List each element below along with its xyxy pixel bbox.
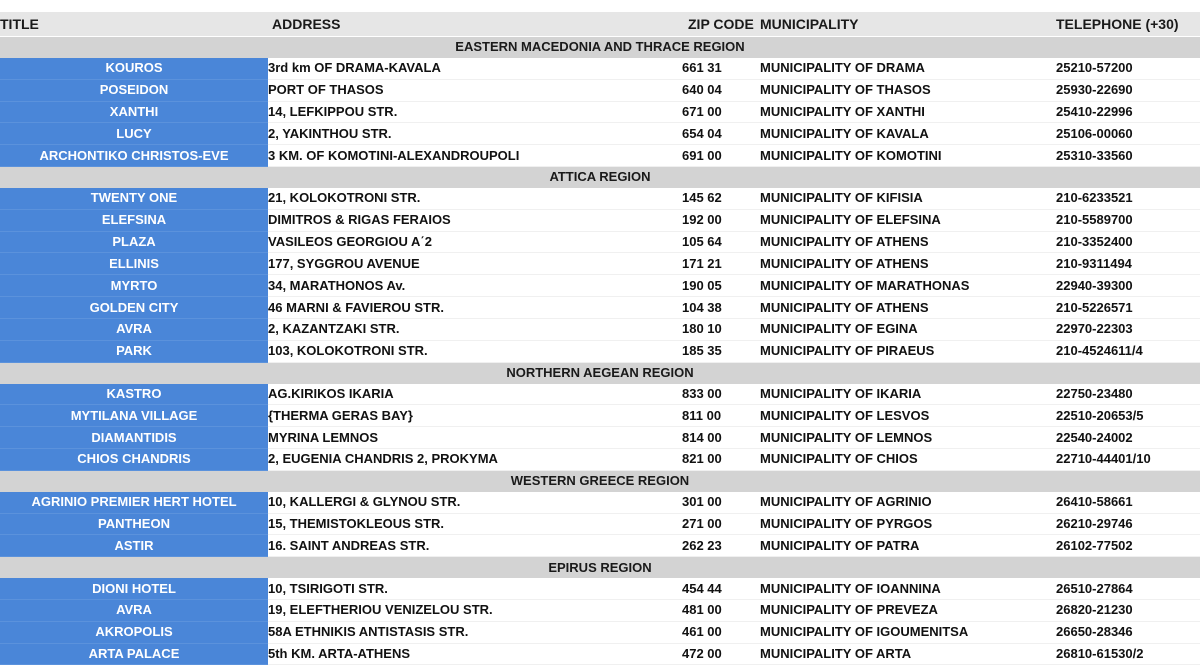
hotel-telephone: 210-5589700: [1056, 209, 1200, 231]
hotel-title: AGRINIO PREMIER HERT HOTEL: [0, 492, 268, 513]
region-name: NORTHERN AEGEAN REGION: [0, 362, 1200, 383]
hotel-title: MYTILANA VILLAGE: [0, 405, 268, 427]
region-header-row: [0, 557, 1200, 578]
hotel-zip: 472 00: [682, 643, 760, 665]
hotel-title: ASTIR: [0, 535, 268, 557]
hotel-address: 2, YAKINTHOU STR.: [268, 123, 682, 145]
hotel-municipality: MUNICIPALITY OF KOMOTINI: [760, 145, 1056, 167]
hotel-zip: 271 00: [682, 513, 760, 535]
hotel-zip: 640 04: [682, 79, 760, 101]
hotel-municipality: MUNICIPALITY OF PYRGOS: [760, 513, 1056, 535]
hotel-municipality: MUNICIPALITY OF LEMNOS: [760, 427, 1056, 449]
table-row: [0, 123, 1200, 145]
table-row: [0, 427, 1200, 449]
region-header-row: [0, 37, 1200, 58]
table-row: [0, 340, 1200, 362]
hotel-municipality: MUNICIPALITY OF KIFISIA: [760, 188, 1056, 209]
hotel-title: GOLDEN CITY: [0, 297, 268, 319]
hotel-address: 15, THEMISTOKLEOUS STR.: [268, 513, 682, 535]
hotel-telephone: 210-5226571: [1056, 297, 1200, 319]
hotel-telephone: 22540-24002: [1056, 427, 1200, 449]
hotel-municipality: MUNICIPALITY OF ARTA: [760, 643, 1056, 665]
hotel-municipality: MUNICIPALITY OF AGRINIO: [760, 492, 1056, 513]
hotel-telephone: 25210-57200: [1056, 58, 1200, 79]
hotel-address: 3rd km OF DRAMA-KAVALA: [268, 58, 682, 79]
header-telephone: TELEPHONE (+30): [1056, 12, 1200, 37]
hotel-address: 103, KOLOKOTRONI STR.: [268, 340, 682, 362]
table-row: [0, 79, 1200, 101]
table-row: [0, 275, 1200, 297]
hotel-address: 14, LEFKIPPOU STR.: [268, 101, 682, 123]
region-name: EPIRUS REGION: [0, 557, 1200, 578]
hotel-address: 46 MARNI & FAVIEROU STR.: [268, 297, 682, 319]
hotel-title: LUCY: [0, 123, 268, 145]
region-name: EASTERN MACEDONIA AND THRACE REGION: [0, 37, 1200, 58]
region-header-row: [0, 362, 1200, 383]
hotel-address: 19, ELEFTHERIOU VENIZELOU STR.: [268, 599, 682, 621]
hotel-municipality: MUNICIPALITY OF ATHENS: [760, 297, 1056, 319]
hotel-telephone: 26810-61530/2: [1056, 643, 1200, 665]
table-row: [0, 578, 1200, 599]
hotel-telephone: 22970-22303: [1056, 318, 1200, 340]
hotel-municipality: MUNICIPALITY OF IGOUMENITSA: [760, 621, 1056, 643]
hotel-address: VASILEOS GEORGIOU A΄2: [268, 231, 682, 253]
hotel-zip: 481 00: [682, 599, 760, 621]
hotel-title: ARTA PALACE: [0, 643, 268, 665]
hotel-title: DIONI HOTEL: [0, 578, 268, 599]
hotel-telephone: 210-6233521: [1056, 188, 1200, 209]
hotel-title: AKROPOLIS: [0, 621, 268, 643]
table-row: [0, 101, 1200, 123]
hotel-title: KASTRO: [0, 384, 268, 405]
table-row: [0, 599, 1200, 621]
hotel-address: 5th KM. ARTA-ATHENS: [268, 643, 682, 665]
hotel-address: 2, KAZANTZAKI STR.: [268, 318, 682, 340]
hotel-address: AG.KIRIKOS IKARIA: [268, 384, 682, 405]
hotel-address: MYRINA LEMNOS: [268, 427, 682, 449]
hotel-address: 21, KOLOKOTRONI STR.: [268, 188, 682, 209]
hotel-telephone: 210-3352400: [1056, 231, 1200, 253]
hotel-municipality: MUNICIPALITY OF ELEFSINA: [760, 209, 1056, 231]
table-row: [0, 253, 1200, 275]
table-row: [0, 188, 1200, 209]
hotel-zip: 190 05: [682, 275, 760, 297]
header-zip: ZIP CODE: [682, 12, 760, 37]
hotel-municipality: MUNICIPALITY OF CHIOS: [760, 449, 1056, 471]
table-row: [0, 621, 1200, 643]
table-row: [0, 58, 1200, 79]
hotel-municipality: MUNICIPALITY OF IKARIA: [760, 384, 1056, 405]
hotel-municipality: MUNICIPALITY OF ATHENS: [760, 253, 1056, 275]
hotel-telephone: 26410-58661: [1056, 492, 1200, 513]
hotel-telephone: 26820-21230: [1056, 599, 1200, 621]
hotel-telephone: 210-4524611/4: [1056, 340, 1200, 362]
hotel-address: 2, EUGENIA CHANDRIS 2, PROKYMA: [268, 449, 682, 471]
hotel-title: DIAMANTIDIS: [0, 427, 268, 449]
hotel-zip: 301 00: [682, 492, 760, 513]
hotel-title: ELEFSINA: [0, 209, 268, 231]
table-row: [0, 535, 1200, 557]
table-row: [0, 318, 1200, 340]
header-title: TITLE: [0, 12, 268, 37]
hotel-address: {THERMA GERAS BAY}: [268, 405, 682, 427]
hotel-municipality: MUNICIPALITY OF PATRA: [760, 535, 1056, 557]
region-name: ATTICA REGION: [0, 167, 1200, 188]
hotel-address: 177, SYGGROU AVENUE: [268, 253, 682, 275]
hotel-title: MYRTO: [0, 275, 268, 297]
hotel-zip: 104 38: [682, 297, 760, 319]
hotel-zip: 192 00: [682, 209, 760, 231]
hotel-address: 10, KALLERGI & GLYNOU STR.: [268, 492, 682, 513]
hotel-zip: 185 35: [682, 340, 760, 362]
hotel-title: XANTHI: [0, 101, 268, 123]
hotel-municipality: MUNICIPALITY OF PREVEZA: [760, 599, 1056, 621]
header-municipality: MUNICIPALITY: [760, 12, 1056, 37]
hotel-title: POSEIDON: [0, 79, 268, 101]
hotel-table: [0, 12, 1200, 665]
hotel-municipality: MUNICIPALITY OF DRAMA: [760, 58, 1056, 79]
hotel-title: PANTHEON: [0, 513, 268, 535]
hotel-zip: 661 31: [682, 58, 760, 79]
table-row: [0, 209, 1200, 231]
header-address: ADDRESS: [268, 12, 682, 37]
hotel-zip: 833 00: [682, 384, 760, 405]
hotel-zip: 654 04: [682, 123, 760, 145]
hotel-address: 16. SAINT ANDREAS STR.: [268, 535, 682, 557]
hotel-title: AVRA: [0, 599, 268, 621]
hotel-telephone: 25106-00060: [1056, 123, 1200, 145]
hotel-municipality: MUNICIPALITY OF XANTHI: [760, 101, 1056, 123]
table-row: [0, 405, 1200, 427]
table-header-row: [0, 12, 1200, 37]
table-row: [0, 643, 1200, 665]
region-header-row: [0, 470, 1200, 491]
hotel-telephone: 26510-27864: [1056, 578, 1200, 599]
hotel-address: 34, MARATHONOS Av.: [268, 275, 682, 297]
hotel-municipality: MUNICIPALITY OF IOANNINA: [760, 578, 1056, 599]
hotel-zip: 821 00: [682, 449, 760, 471]
hotel-zip: 145 62: [682, 188, 760, 209]
hotel-municipality: MUNICIPALITY OF LESVOS: [760, 405, 1056, 427]
hotel-telephone: 26650-28346: [1056, 621, 1200, 643]
hotel-telephone: 25410-22996: [1056, 101, 1200, 123]
table-row: [0, 145, 1200, 167]
hotel-municipality: MUNICIPALITY OF THASOS: [760, 79, 1056, 101]
table-row: [0, 513, 1200, 535]
hotel-zip: 262 23: [682, 535, 760, 557]
hotel-municipality: MUNICIPALITY OF KAVALA: [760, 123, 1056, 145]
hotel-telephone: 25930-22690: [1056, 79, 1200, 101]
hotel-zip: 454 44: [682, 578, 760, 599]
hotel-title: PLAZA: [0, 231, 268, 253]
table-row: [0, 449, 1200, 471]
hotel-zip: 691 00: [682, 145, 760, 167]
hotel-zip: 105 64: [682, 231, 760, 253]
hotel-telephone: 22710-44401/10: [1056, 449, 1200, 471]
hotel-zip: 461 00: [682, 621, 760, 643]
hotel-title: ELLINIS: [0, 253, 268, 275]
table-row: [0, 492, 1200, 513]
hotel-municipality: MUNICIPALITY OF MARATHONAS: [760, 275, 1056, 297]
hotel-title: TWENTY ONE: [0, 188, 268, 209]
hotel-title: ARCHONTIKO CHRISTOS-EVE: [0, 145, 268, 167]
hotel-municipality: MUNICIPALITY OF ATHENS: [760, 231, 1056, 253]
hotel-address: 58A ETHNIKIS ANTISTASIS STR.: [268, 621, 682, 643]
hotel-zip: 171 21: [682, 253, 760, 275]
table-row: [0, 231, 1200, 253]
hotel-telephone: 22940-39300: [1056, 275, 1200, 297]
hotel-municipality: MUNICIPALITY OF PIRAEUS: [760, 340, 1056, 362]
hotel-telephone: 26210-29746: [1056, 513, 1200, 535]
table-row: [0, 297, 1200, 319]
hotel-address: 3 KM. OF KOMOTINI-ALEXANDROUPOLI: [268, 145, 682, 167]
hotel-telephone: 22750-23480: [1056, 384, 1200, 405]
hotel-title: PARK: [0, 340, 268, 362]
hotel-title: CHIOS CHANDRIS: [0, 449, 268, 471]
hotel-zip: 814 00: [682, 427, 760, 449]
table-body: [0, 37, 1200, 665]
hotel-telephone: 26102-77502: [1056, 535, 1200, 557]
hotel-zip: 180 10: [682, 318, 760, 340]
hotel-telephone: 22510-20653/5: [1056, 405, 1200, 427]
hotel-zip: 671 00: [682, 101, 760, 123]
table-row: [0, 384, 1200, 405]
hotel-title: AVRA: [0, 318, 268, 340]
hotel-address: 10, TSIRIGOTI STR.: [268, 578, 682, 599]
hotel-title: KOUROS: [0, 58, 268, 79]
hotel-municipality: MUNICIPALITY OF EGINA: [760, 318, 1056, 340]
hotel-zip: 811 00: [682, 405, 760, 427]
hotel-address: DIMITROS & RIGAS FERAIOS: [268, 209, 682, 231]
region-name: WESTERN GREECE REGION: [0, 470, 1200, 491]
hotel-telephone: 25310-33560: [1056, 145, 1200, 167]
hotel-address: PORT OF THASOS: [268, 79, 682, 101]
hotel-telephone: 210-9311494: [1056, 253, 1200, 275]
region-header-row: [0, 167, 1200, 188]
